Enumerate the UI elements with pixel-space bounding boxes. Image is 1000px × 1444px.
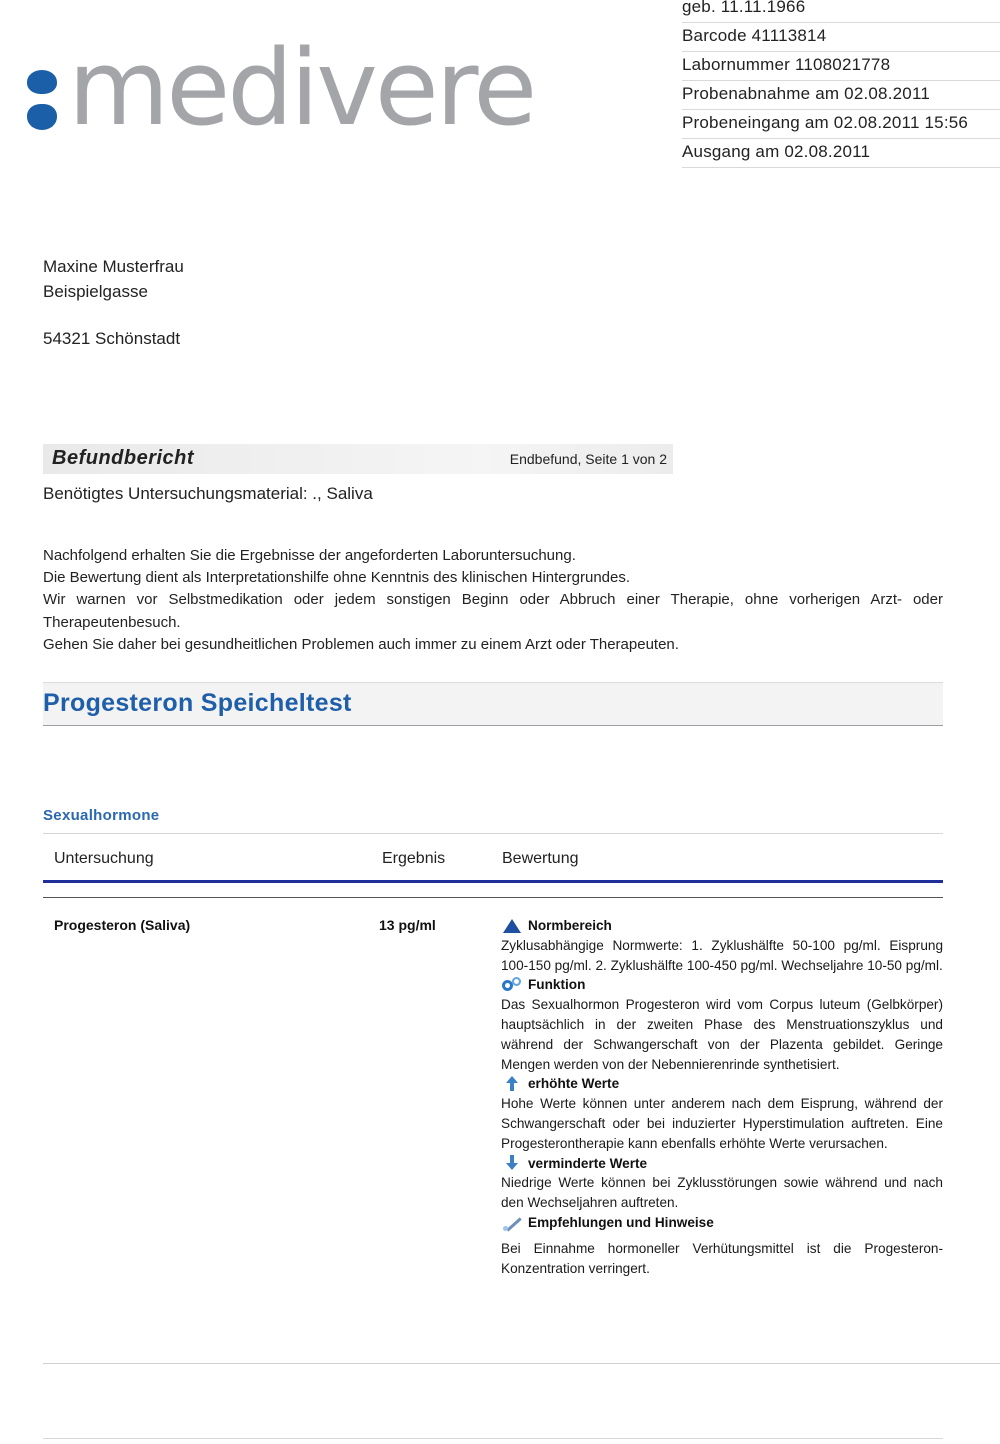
logo-dots-icon	[24, 70, 60, 134]
eval-heading-normal-range: Normbereich	[501, 916, 943, 936]
logo-wordmark: medivere	[68, 27, 535, 149]
recipient-address	[43, 254, 184, 351]
patient-info-table	[682, 0, 1000, 168]
info-barcode: Barcode 41113814	[682, 23, 1000, 52]
info-received-date: Probeneingang am 02.08.2011 15:56	[682, 110, 1000, 139]
intro-line: Nachfolgend erhalten Sie die Ergebnisse der angeforderten Laboruntersuchung.	[43, 547, 576, 564]
eval-text-decreased: Niedrige Werte können bei Zyklusstörungen sowie während und nach den Wechseljahren auftreten.	[501, 1175, 943, 1211]
info-birthdate: geb. 11.11.1966	[682, 0, 1000, 23]
intro-line: Gehen Sie daher bei gesundheitlichen Problemen auch immer zu einem Arzt oder Therapeuten.	[43, 635, 679, 653]
report-title: Befundbericht	[52, 447, 195, 469]
info-lab-number: Labornummer 1108021778	[682, 52, 1000, 81]
intro-line: Wir warnen vor Selbstmedikation oder jedem sonstigen Beginn oder Abbruch einer Therapie, ohne vorherigen Arzt- oder Therapeutenbesuch.	[43, 591, 943, 631]
report-page-info: Endbefund, Seite 1 von 2	[509, 451, 667, 467]
intro-text	[43, 545, 943, 656]
eval-heading-recommendations: Empfehlungen und Hinweise	[501, 1213, 943, 1233]
address-city: 54321 Schönstadt	[43, 329, 181, 348]
address-name: Maxine Musterfrau	[43, 257, 184, 276]
eval-heading-decreased: verminderte Werte	[501, 1154, 943, 1174]
column-header-evaluation: Bewertung	[502, 850, 579, 867]
medivere-logo	[24, 27, 544, 149]
info-sample-date: Probenabnahme am 02.08.2011	[682, 81, 1000, 110]
eval-text-increased: Hohe Werte können unter anderem nach dem Eisprung, während der Schwangerschaft oder bei induzierter Hyperstimulation auftreten. Eine Progesterontherapie kann ebenfalls erhöhte Werte verursachen.	[501, 1096, 943, 1151]
eval-text-normal-range: Zyklusabhängige Normwerte: 1. Zyklushälfte 50-100 pg/ml. Eisprung 100-150 pg/ml. 2. Zyklushälfte 100-450 pg/ml. Wechseljahre 10-50 pg/ml.	[501, 937, 943, 973]
eval-heading-increased: erhöhte Werte	[501, 1074, 943, 1094]
arrow-down-icon	[501, 1155, 523, 1171]
evaluation-text	[501, 916, 943, 1278]
column-header-test: Untersuchung	[54, 850, 154, 867]
footer-divider	[43, 1438, 943, 1439]
sample-material: Benötigtes Untersuchungsmaterial: ., Saliva	[43, 484, 373, 503]
section-divider	[43, 833, 943, 834]
main-title: Progesteron Speicheltest	[43, 689, 352, 717]
test-name: Progesteron (Saliva)	[54, 917, 191, 933]
eval-heading-function: Funktion	[501, 975, 943, 995]
intro-line: Die Bewertung dient als Interpretationshilfe ohne Kenntnis des klinischen Hintergrundes.	[43, 569, 631, 587]
header-rule	[43, 880, 943, 883]
eval-text-function: Das Sexualhormon Progesteron wird vom Corpus luteum (Gelbkörper) hauptsächlich in der zweiten Phase des Menstruationszyklus und während der Schwangerschaft von der Plazenta gebildet. Geringe Mengen werden von der Nebennierenrinde synthetisiert.	[501, 997, 943, 1072]
header-rule-secondary	[43, 897, 943, 898]
test-result: 13 pg/ml	[379, 917, 436, 933]
report-title-bar	[43, 444, 673, 474]
arrow-up-icon	[501, 1076, 523, 1092]
info-output-date: Ausgang am 02.08.2011	[682, 139, 1000, 168]
eval-text-recommendations: Bei Einnahme hormoneller Verhütungsmittel ist die Progesteron-Konzentration verringert.	[501, 1240, 943, 1276]
row-divider	[43, 1363, 1000, 1364]
gears-icon	[501, 977, 523, 993]
wand-icon	[501, 1215, 523, 1231]
main-heading-bar	[43, 682, 943, 726]
address-street: Beispielgasse	[43, 282, 148, 301]
triangle-icon	[501, 918, 523, 934]
column-header-result: Ergebnis	[382, 850, 446, 867]
section-title: Sexualhormone	[43, 807, 160, 824]
